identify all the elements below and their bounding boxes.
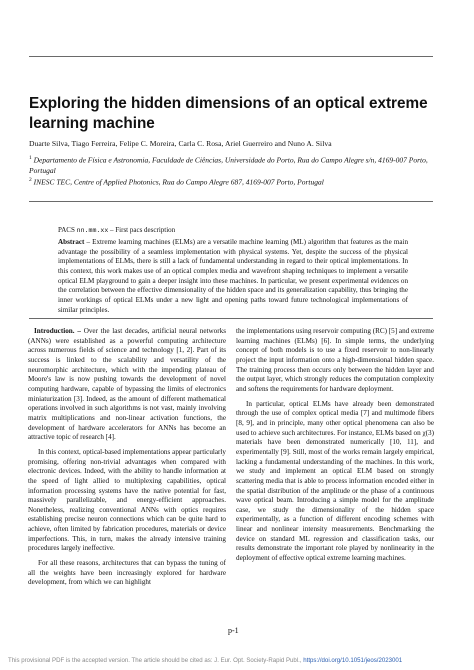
paragraph	[28, 327, 226, 443]
paragraph: In particular, optical ELMs have already been demonstrated through the use of complex optical media [7] and multimode fibers [8, 9], and in principle, many other optical phenomena can also be used to achieve such architectures. For instance, ELMs based on χ(3) materials have been demonstrated numerically [10, 11], and experimentally [9]. Still, most of the works remain largely empirical, lacking a fundamental understanding of the machines. In this work, we study and implement an optical ELM based on strongly scattering media that is able to process information encoded either in the spatial distribution of the amplitude or the phase of a continuous wave optical beam. Introducing a simple model for the amplitude case, we study the dimensionality of the hidden space experimentally, as a function of different encoding schemes with linear and nonlinear intensity measurements. Benchmarking the device on standard ML regression and classification tasks, our results demonstrate the important role played by nonlinearity in the deployment of effective optical extreme learning machines.	[236, 399, 434, 563]
affiliation-mark: 2	[29, 177, 32, 183]
body-column-right	[236, 327, 434, 569]
paragraph: In this context, optical-based implementations appear particularly promising, offering non-trivial advantages when compared with electronic devices. Indeed, with the ability to handle information at the speed of light allied to multiplexing capabilities, optical information processing systems have the native potential for fast, massively parallelizable, and energy-efficient approaches. Nonetheless, realizing conventional ANNs with optics requires establishing precise neuron connections which can be quite hard to achieve, often limited by fabrication procedures, materials or device imperfections. This, in turn, makes the already intensive training procedures largely ineffective.	[28, 447, 226, 553]
affiliation-text: Departamento de Física e Astronomia, Faculdade de Ciências, Universidade do Porto, Rua do Campo Alegre s/n, 4169-007 Porto, Portugal	[29, 155, 428, 175]
pacs-description: – First pacs description	[110, 226, 176, 234]
affiliation-1	[29, 153, 439, 176]
affiliation-2	[29, 175, 439, 188]
paragraph-text: Over the last decades, artificial neural networks (ANNs) were established as a powerful computing architecture across numerous fields of science and technology [1, 2]. Part of its success is linked to the scalability and versatility of the neuromorphic architecture, which with the impending plateau of Moore's law is now pushing towards the development of novel computing hardware, capable of bypassing the limits of electronics miniaturization [3]. Indeed, as the amount of different mathematical operations involved in such algorithms is not vast, mainly involving matrix multiplications and non-linear activation functions, the development of hardware accelerators for ANNs has become an attractive topic of research [4].	[28, 327, 226, 442]
section-heading: Introduction. –	[34, 327, 81, 335]
pacs-code: nn.mm.xx	[76, 227, 109, 234]
page-number: p-1	[228, 626, 239, 635]
notice-text: This provisional PDF is the accepted version. The article should be cited as: J. Eur. Opt. Society-Rapid Publ.,	[8, 657, 304, 664]
header-rule	[29, 201, 433, 202]
affiliation-mark: 1	[29, 155, 32, 161]
top-rule	[29, 56, 433, 57]
pacs-line	[58, 226, 175, 235]
provisional-notice	[8, 657, 474, 664]
body-column-left	[28, 327, 226, 593]
pacs-label: PACS	[58, 226, 75, 234]
paragraph: For all these reasons, architectures that can bypass the tuning of all the weights have been increasingly explored for hardware development, from which we can highlight	[28, 559, 226, 587]
doi-link[interactable]: https://doi.org/10.1051/jeos/2023001	[303, 657, 403, 664]
affiliation-text: INESC TEC, Centre of Applied Photonics, Rua do Campo Alegre 687, 4169-007 Porto, Portugal	[33, 177, 324, 187]
abstract-label: Abstract	[58, 238, 85, 246]
article-title: Exploring the hidden dimensions of an optical extreme learning machine	[29, 95, 428, 132]
author-list: Duarte Silva, Tiago Ferreira, Felipe C. Moreira, Carla C. Rosa, Ariel Guerreiro and Nuno A. Silva	[29, 139, 332, 148]
abstract	[58, 238, 408, 315]
paragraph: the implementations using reservoir computing (RC) [5] and extreme learning machines (ELMs) [6]. In simple terms, the underlying concept of both models is to use a fixed reservoir to non-linearly project the input information onto a high-dimensional hidden space. The training process then occurs only between the hidden layer and the output layer, which strongly reduces the computation complexity and softens the requirements for hardware deployment.	[236, 327, 434, 393]
abstract-rule	[29, 318, 433, 319]
abstract-text: – Extreme learning machines (ELMs) are a versatile machine learning (ML) algorithm that features as the main advantage the possibility of a seamless implementation with physical systems. Yet, despite the success of the physical implementations of ELMs, there is still a lack of fundamental understanding in regard to their optical implementations. In this context, this work makes use of an optical complex media and wavefront shaping techniques to implement a versatile optical ELM playground to gain a deeper insight into these machines. In particular, we present experimental evidences on the correlation between the effective dimensionality of the hidden space and its generalization capability, thus bringing the inner workings of optical ELMs under a new light and opening paths toward future technological implementations of similar principles.	[58, 238, 408, 314]
